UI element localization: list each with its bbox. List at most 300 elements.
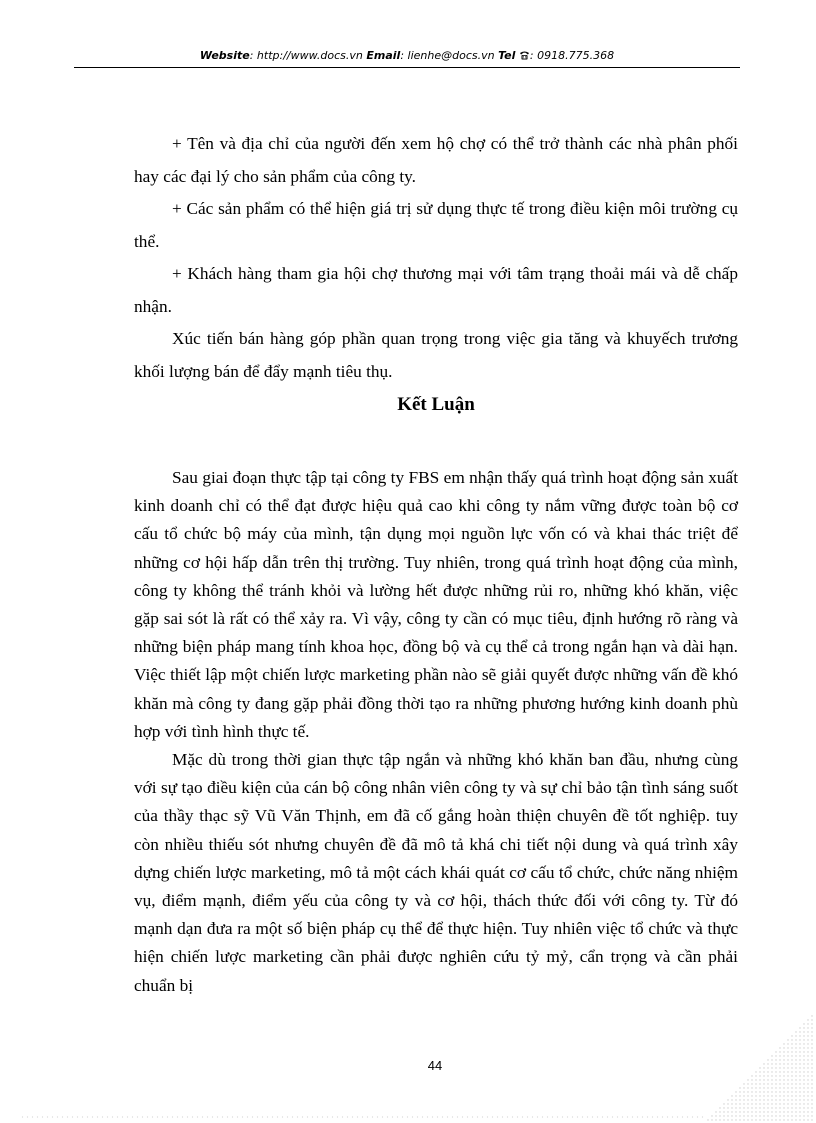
pattern-dot — [747, 1107, 748, 1108]
pattern-dot — [735, 1115, 736, 1116]
pattern-dot — [811, 1019, 812, 1020]
pattern-dot — [751, 1119, 752, 1120]
pattern-dot — [763, 1083, 764, 1084]
email-value: : lienhe@docs.vn — [400, 49, 495, 62]
pattern-dot — [739, 1087, 740, 1088]
pattern-dot — [803, 1063, 804, 1064]
pattern-dot — [787, 1095, 788, 1096]
pattern-dot — [779, 1087, 780, 1088]
pattern-dot — [799, 1031, 800, 1032]
pattern-dot — [775, 1103, 776, 1104]
pattern-dot — [803, 1059, 804, 1060]
pattern-dot — [795, 1095, 796, 1096]
pattern-dot — [779, 1115, 780, 1116]
pattern-dot — [791, 1039, 792, 1040]
pattern-dot — [735, 1119, 736, 1120]
pattern-dot — [787, 1107, 788, 1108]
pattern-dot — [779, 1079, 780, 1080]
pattern-dot — [807, 1095, 808, 1096]
pattern-dot — [811, 1063, 812, 1064]
pattern-dot — [791, 1051, 792, 1052]
pattern-dot — [811, 1027, 812, 1028]
pattern-dot — [719, 1107, 720, 1108]
pattern-dot — [799, 1027, 800, 1028]
pattern-dot — [787, 1079, 788, 1080]
pattern-dot — [759, 1115, 760, 1116]
pattern-dot — [779, 1099, 780, 1100]
pattern-dot — [755, 1075, 756, 1076]
pattern-dot — [751, 1079, 752, 1080]
pattern-dot — [759, 1107, 760, 1108]
pattern-dot — [723, 1119, 724, 1120]
pattern-dot — [707, 1119, 708, 1120]
pattern-dot — [751, 1099, 752, 1100]
pattern-dot — [767, 1067, 768, 1068]
pattern-dot — [775, 1059, 776, 1060]
pattern-dot — [771, 1063, 772, 1064]
pattern-dot — [807, 1103, 808, 1104]
pattern-dot — [735, 1111, 736, 1112]
pattern-dot — [771, 1095, 772, 1096]
pattern-dot — [807, 1087, 808, 1088]
phone-icon — [519, 50, 530, 60]
pattern-dot — [779, 1075, 780, 1076]
pattern-dot — [783, 1055, 784, 1056]
pattern-dot — [727, 1099, 728, 1100]
pattern-dot — [807, 1099, 808, 1100]
pattern-dot — [799, 1047, 800, 1048]
pattern-dot — [795, 1035, 796, 1036]
pattern-dot — [811, 1031, 812, 1032]
pattern-dot — [771, 1071, 772, 1072]
pattern-dot — [787, 1119, 788, 1120]
pattern-dot — [779, 1067, 780, 1068]
pattern-dot — [739, 1095, 740, 1096]
pattern-dot — [787, 1059, 788, 1060]
pattern-dot — [811, 1115, 812, 1116]
pattern-dot — [807, 1063, 808, 1064]
pattern-dot — [747, 1103, 748, 1104]
pattern-dot — [775, 1055, 776, 1056]
pattern-dot — [715, 1119, 716, 1120]
pattern-dot — [731, 1095, 732, 1096]
paragraph-4: Xúc tiến bán hàng góp phần quan trọng trong việc gia tăng và khuyếch trương khối lượng bán để đẩy mạnh tiêu thụ. — [134, 329, 738, 381]
pattern-dot — [747, 1115, 748, 1116]
pattern-dot — [779, 1107, 780, 1108]
pattern-dot — [763, 1075, 764, 1076]
pattern-dot — [791, 1095, 792, 1096]
pattern-dot — [799, 1095, 800, 1096]
pattern-dot — [799, 1083, 800, 1084]
pattern-dot — [787, 1063, 788, 1064]
pattern-dot — [759, 1091, 760, 1092]
pattern-dot — [787, 1099, 788, 1100]
pattern-dot — [811, 1079, 812, 1080]
pattern-dot — [771, 1115, 772, 1116]
pattern-dot — [811, 1091, 812, 1092]
pattern-dot — [807, 1039, 808, 1040]
pattern-dot — [807, 1051, 808, 1052]
pattern-dot — [787, 1111, 788, 1112]
pattern-dot — [767, 1079, 768, 1080]
pattern-dot — [727, 1115, 728, 1116]
tel-label: Tel — [498, 49, 516, 62]
pattern-dot — [763, 1099, 764, 1100]
pattern-dot — [719, 1111, 720, 1112]
pattern-dot — [739, 1091, 740, 1092]
pattern-dot — [783, 1111, 784, 1112]
pattern-dot — [743, 1111, 744, 1112]
pattern-dot — [807, 1035, 808, 1036]
pattern-dot — [739, 1107, 740, 1108]
pattern-dot — [787, 1071, 788, 1072]
pattern-dot — [719, 1115, 720, 1116]
pattern-dot — [807, 1043, 808, 1044]
pattern-dot — [779, 1111, 780, 1112]
pattern-dot — [803, 1091, 804, 1092]
pattern-dot — [711, 1115, 712, 1116]
heading-spacer — [134, 420, 738, 464]
pattern-dot — [759, 1099, 760, 1100]
pattern-dot — [795, 1075, 796, 1076]
pattern-dot — [751, 1115, 752, 1116]
pattern-dot — [735, 1099, 736, 1100]
pattern-dot — [755, 1083, 756, 1084]
pattern-dot — [751, 1087, 752, 1088]
pattern-dot — [795, 1111, 796, 1112]
pattern-dot — [771, 1119, 772, 1120]
pattern-dot — [795, 1071, 796, 1072]
pattern-dot — [791, 1079, 792, 1080]
pattern-dot — [811, 1107, 812, 1108]
pattern-dot — [787, 1051, 788, 1052]
pattern-dot — [739, 1115, 740, 1116]
pattern-dot — [711, 1119, 712, 1120]
pattern-dot — [799, 1059, 800, 1060]
pattern-dot — [803, 1083, 804, 1084]
pattern-dot — [783, 1119, 784, 1120]
pattern-dot — [763, 1115, 764, 1116]
pattern-dot — [767, 1099, 768, 1100]
pattern-dot — [747, 1087, 748, 1088]
pattern-dot — [811, 1035, 812, 1036]
pattern-dot — [811, 1039, 812, 1040]
pattern-dot — [775, 1079, 776, 1080]
pattern-dot — [775, 1107, 776, 1108]
pattern-dot — [783, 1059, 784, 1060]
pattern-dot — [811, 1055, 812, 1056]
pattern-dot — [803, 1099, 804, 1100]
conclusion-paragraph-1: Sau giai đoạn thực tập tại công ty FBS em nhận thấy quá trình hoạt động sản xuất kinh doanh chỉ có thể đạt được hiệu quả cao khi công ty nắm vững được toàn bộ cơ cấu tổ chức bộ máy của mình, tận dụng mọi nguồn lực vốn có và khai thác triệt để những cơ hội hấp dẫn trên thị trường. Tuy nhiên, trong quá trình hoạt động của mình, công ty không thể tránh khỏi và lường hết được những rủi ro, những khó khăn, việc gặp sai sót là rất có thể xảy ra. Vì vậy, công ty cần có mục tiêu, định hướng rõ ràng và những biện pháp mang tính khoa học, đồng bộ và cụ thể cả trong ngắn hạn và dài hạn. Việc thiết lập một chiến lược marketing phần nào sẽ giải quyết được những vấn đề khó khăn mà công ty đang gặp phải đồng thời tạo ra những phương hướng kinh doanh phù hợp với tình hình thực tế. — [134, 468, 738, 741]
pattern-dot — [755, 1079, 756, 1080]
pattern-dot — [799, 1075, 800, 1076]
pattern-dot — [751, 1083, 752, 1084]
pattern-dot — [735, 1103, 736, 1104]
pattern-dot — [719, 1119, 720, 1120]
pattern-dot — [727, 1111, 728, 1112]
pattern-dot — [783, 1095, 784, 1096]
pattern-dot — [743, 1107, 744, 1108]
pattern-dot — [811, 1111, 812, 1112]
pattern-dot — [779, 1047, 780, 1048]
pattern-dot — [791, 1087, 792, 1088]
pattern-dot — [731, 1111, 732, 1112]
pattern-dot — [783, 1115, 784, 1116]
pattern-dot — [803, 1051, 804, 1052]
pattern-dot — [715, 1111, 716, 1112]
pattern-dot — [759, 1067, 760, 1068]
pattern-dot — [767, 1091, 768, 1092]
pattern-dot — [775, 1099, 776, 1100]
pattern-dot — [799, 1087, 800, 1088]
pattern-dot — [803, 1067, 804, 1068]
pattern-dot — [807, 1091, 808, 1092]
pattern-dot — [763, 1063, 764, 1064]
pattern-dot — [799, 1091, 800, 1092]
pattern-dot — [803, 1115, 804, 1116]
pattern-dot — [767, 1087, 768, 1088]
pattern-dot — [791, 1115, 792, 1116]
pattern-dot — [735, 1107, 736, 1108]
pattern-dot — [743, 1083, 744, 1084]
pattern-dot — [787, 1075, 788, 1076]
pattern-dot — [799, 1039, 800, 1040]
pattern-dot — [799, 1111, 800, 1112]
pattern-dot — [723, 1111, 724, 1112]
pattern-dot — [799, 1119, 800, 1120]
pattern-dot — [795, 1107, 796, 1108]
pattern-dot — [755, 1115, 756, 1116]
pattern-dot — [743, 1103, 744, 1104]
pattern-dot — [783, 1067, 784, 1068]
pattern-dot — [743, 1115, 744, 1116]
pattern-dot — [775, 1051, 776, 1052]
pattern-dot — [779, 1091, 780, 1092]
pattern-dot — [787, 1087, 788, 1088]
pattern-dot — [767, 1095, 768, 1096]
pattern-dot — [807, 1115, 808, 1116]
pattern-dot — [787, 1103, 788, 1104]
pattern-dot — [779, 1119, 780, 1120]
pattern-dot — [775, 1075, 776, 1076]
pattern-dot — [767, 1103, 768, 1104]
conclusion-body — [134, 464, 738, 1000]
pattern-dot — [755, 1095, 756, 1096]
page-number: 44 — [427, 1058, 443, 1073]
pattern-dot — [783, 1047, 784, 1048]
pattern-dot — [807, 1107, 808, 1108]
pattern-dot — [795, 1063, 796, 1064]
pattern-dot — [755, 1091, 756, 1092]
pattern-dot — [807, 1067, 808, 1068]
pattern-dot — [775, 1071, 776, 1072]
pattern-dot — [807, 1075, 808, 1076]
pattern-dot — [771, 1067, 772, 1068]
pattern-dot — [791, 1067, 792, 1068]
pattern-dot — [759, 1119, 760, 1120]
pattern-dot — [767, 1111, 768, 1112]
pattern-dot — [803, 1103, 804, 1104]
pattern-dot — [787, 1083, 788, 1084]
pattern-dot — [751, 1095, 752, 1096]
pattern-dot — [807, 1055, 808, 1056]
pattern-dot — [811, 1059, 812, 1060]
pattern-dot — [795, 1043, 796, 1044]
pattern-dot — [803, 1075, 804, 1076]
pattern-dot — [731, 1119, 732, 1120]
pattern-dot — [759, 1075, 760, 1076]
pattern-dot — [787, 1047, 788, 1048]
pattern-dot — [747, 1111, 748, 1112]
pattern-dot — [807, 1083, 808, 1084]
pattern-dot — [759, 1071, 760, 1072]
pattern-dot — [799, 1103, 800, 1104]
pattern-dot — [755, 1099, 756, 1100]
pattern-dot — [763, 1095, 764, 1096]
pattern-dot — [775, 1111, 776, 1112]
pattern-dot — [799, 1055, 800, 1056]
pattern-dot — [723, 1107, 724, 1108]
pattern-dot — [807, 1023, 808, 1024]
tel-value: : 0918.775.368 — [529, 49, 615, 62]
pattern-dot — [731, 1107, 732, 1108]
pattern-dot — [783, 1099, 784, 1100]
pattern-dot — [795, 1119, 796, 1120]
pattern-dot — [787, 1039, 788, 1040]
pattern-dot — [799, 1071, 800, 1072]
pattern-dot — [779, 1051, 780, 1052]
pattern-dot — [763, 1087, 764, 1088]
pattern-dot — [799, 1107, 800, 1108]
pattern-dot — [747, 1095, 748, 1096]
website-value: : http://www.docs.vn — [249, 49, 363, 62]
pattern-dot — [783, 1071, 784, 1072]
pattern-dot — [783, 1107, 784, 1108]
corner-dot-pattern — [706, 1010, 816, 1123]
pattern-dot — [763, 1079, 764, 1080]
pattern-dot — [811, 1087, 812, 1088]
pattern-dot — [767, 1115, 768, 1116]
pattern-dot — [763, 1067, 764, 1068]
pattern-dot — [767, 1075, 768, 1076]
pattern-dot — [803, 1031, 804, 1032]
pattern-dot — [767, 1119, 768, 1120]
pattern-dot — [811, 1071, 812, 1072]
pattern-dot — [727, 1103, 728, 1104]
pattern-dot — [783, 1051, 784, 1052]
pattern-dot — [767, 1063, 768, 1064]
pattern-dot — [791, 1055, 792, 1056]
pattern-dot — [775, 1083, 776, 1084]
pattern-dot — [783, 1091, 784, 1092]
pattern-dot — [771, 1111, 772, 1112]
pattern-dot — [811, 1119, 812, 1120]
pattern-dot — [791, 1103, 792, 1104]
pattern-dot — [727, 1119, 728, 1120]
pattern-dot — [807, 1031, 808, 1032]
pattern-dot — [743, 1095, 744, 1096]
pattern-dot — [771, 1103, 772, 1104]
pattern-dot — [767, 1071, 768, 1072]
pattern-dot — [795, 1079, 796, 1080]
pattern-dot — [783, 1043, 784, 1044]
pattern-dot — [771, 1107, 772, 1108]
pattern-dot — [795, 1059, 796, 1060]
pattern-dot — [795, 1091, 796, 1092]
pattern-dot — [775, 1095, 776, 1096]
pattern-dot — [803, 1047, 804, 1048]
pattern-dot — [803, 1023, 804, 1024]
page-header — [74, 49, 740, 62]
pattern-dot — [807, 1027, 808, 1028]
pattern-dot — [791, 1091, 792, 1092]
pattern-dot — [779, 1095, 780, 1096]
header-rule — [74, 67, 740, 68]
pattern-dot — [803, 1087, 804, 1088]
pattern-dot — [723, 1115, 724, 1116]
pattern-dot — [771, 1091, 772, 1092]
pattern-dot — [715, 1115, 716, 1116]
pattern-dot — [771, 1055, 772, 1056]
pattern-dot — [811, 1043, 812, 1044]
pattern-dot — [739, 1099, 740, 1100]
pattern-dot — [755, 1071, 756, 1072]
pattern-dot — [803, 1119, 804, 1120]
pattern-dot — [799, 1051, 800, 1052]
pattern-dot — [795, 1083, 796, 1084]
pattern-dot — [791, 1035, 792, 1036]
pattern-dot — [779, 1063, 780, 1064]
pattern-dot — [775, 1063, 776, 1064]
pattern-dot — [787, 1055, 788, 1056]
bottom-dot-rule — [20, 1116, 706, 1118]
pattern-dot — [803, 1095, 804, 1096]
page-body — [134, 128, 738, 1000]
pattern-dot — [763, 1071, 764, 1072]
pattern-dot — [791, 1083, 792, 1084]
pattern-dot — [743, 1099, 744, 1100]
pattern-dot — [747, 1099, 748, 1100]
pattern-dot — [791, 1075, 792, 1076]
pattern-dot — [799, 1063, 800, 1064]
pattern-dot — [807, 1047, 808, 1048]
pattern-dot — [807, 1119, 808, 1120]
pattern-dot — [791, 1047, 792, 1048]
pattern-dot — [787, 1043, 788, 1044]
pattern-dot — [771, 1059, 772, 1060]
pattern-dot — [803, 1107, 804, 1108]
pattern-dot — [775, 1087, 776, 1088]
paragraph-1: + Tên và địa chỉ của người đến xem hộ chợ có thể trở thành các nhà phân phối hay các đại lý cho sản phẩm của công ty. — [134, 134, 738, 186]
pattern-dot — [743, 1119, 744, 1120]
pattern-dot — [795, 1103, 796, 1104]
pattern-dot — [787, 1091, 788, 1092]
pattern-dot — [795, 1115, 796, 1116]
pattern-dot — [791, 1063, 792, 1064]
pattern-dot — [747, 1079, 748, 1080]
pattern-dot — [791, 1119, 792, 1120]
paragraph-2: + Các sản phẩm có thể hiện giá trị sử dụng thực tế trong điều kiện môi trường cụ thể. — [134, 199, 738, 251]
pattern-dot — [759, 1095, 760, 1096]
pattern-dot — [779, 1055, 780, 1056]
pattern-dot — [783, 1079, 784, 1080]
pattern-dot — [811, 1023, 812, 1024]
pattern-dot — [791, 1043, 792, 1044]
pattern-dot — [783, 1083, 784, 1084]
pattern-dot — [759, 1111, 760, 1112]
pattern-dot — [779, 1071, 780, 1072]
paragraph-3: + Khách hàng tham gia hội chợ thương mại với tâm trạng thoải mái và dễ chấp nhận. — [134, 264, 738, 316]
